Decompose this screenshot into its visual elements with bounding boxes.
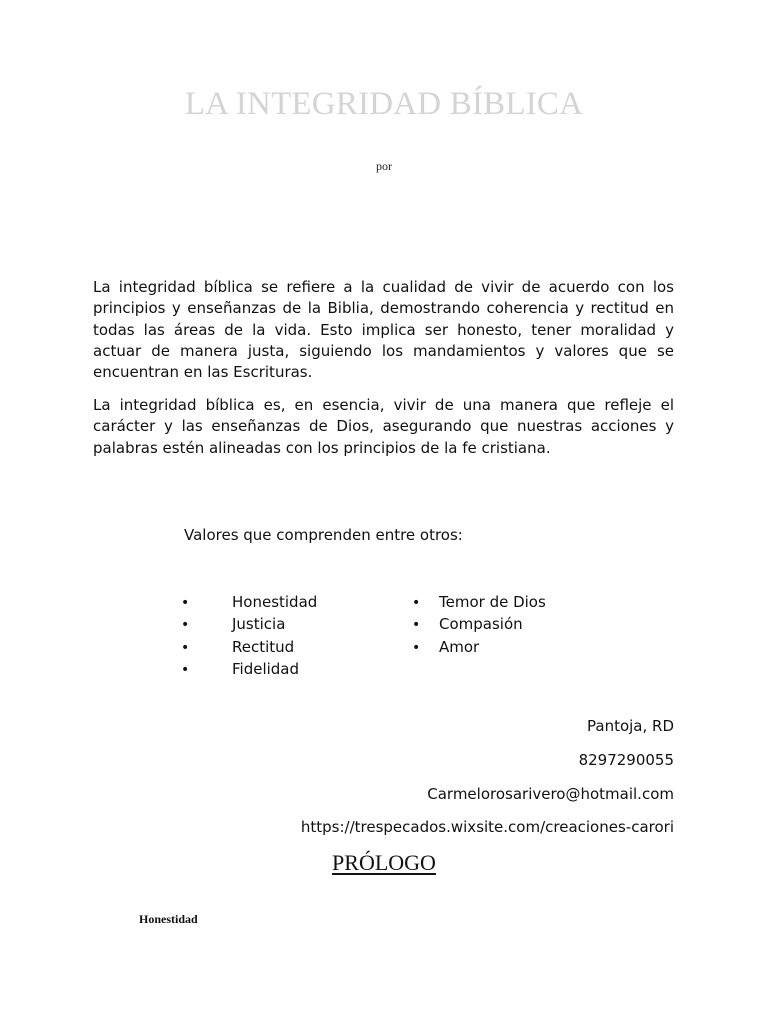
section-heading: Honestidad	[139, 912, 198, 926]
essence-paragraph: La integridad bíblica es, en esencia, vivir de una manera que refleje el carácter y las enseñanzas de Dios, asegurando que nuestras acciones y palabras estén alineadas con los principios de la fe cristiana.	[93, 396, 674, 457]
list-item	[412, 592, 546, 614]
author-phone: 8297290055	[578, 751, 674, 769]
author-website-link[interactable]: https://trespecados.wixsite.com/creaciones-carori	[300, 818, 674, 836]
bullet-icon: •	[412, 617, 421, 634]
bullet-icon: •	[181, 617, 190, 634]
value-label: Fidelidad	[232, 659, 300, 678]
bullet-icon: •	[181, 661, 190, 678]
list-item	[412, 637, 546, 659]
page-title: LA INTEGRIDAD BÍBLICA	[184, 86, 584, 122]
list-item	[181, 592, 317, 614]
list-item	[181, 637, 317, 659]
value-label: Rectitud	[232, 637, 295, 656]
intro-paragraph: La integridad bíblica se refiere a la cualidad de vivir de acuerdo con los principios y enseñanzas de la Biblia, demostrando coherencia y rectitud en todas las áreas de la vida. Esto implica ser honesto, tener moralidad y actuar de manera justa, siguiendo los mandamientos y valores que se encuentran en las Escrituras.	[93, 278, 674, 382]
value-label: Amor	[439, 637, 480, 656]
prologue-heading: PRÓLOGO	[332, 850, 436, 875]
author-email[interactable]: Carmelorosarivero@hotmail.com	[427, 785, 674, 803]
values-list-left	[181, 592, 317, 681]
list-item	[412, 614, 546, 636]
values-intro: Valores que comprenden entre otros:	[184, 526, 463, 544]
list-item	[181, 614, 317, 636]
list-item	[181, 659, 317, 681]
author-name: Pantoja, RD	[587, 717, 674, 735]
value-label: Temor de Dios	[439, 593, 546, 611]
bullet-icon: •	[181, 639, 190, 656]
byline: por	[376, 159, 392, 173]
value-label: Compasión	[439, 615, 523, 634]
bullet-icon: •	[181, 595, 190, 611]
value-label: Justicia	[232, 615, 286, 634]
bullet-icon: •	[412, 595, 421, 611]
values-list-right	[412, 592, 546, 659]
bullet-icon: •	[412, 639, 421, 656]
value-label: Honestidad	[232, 593, 318, 611]
